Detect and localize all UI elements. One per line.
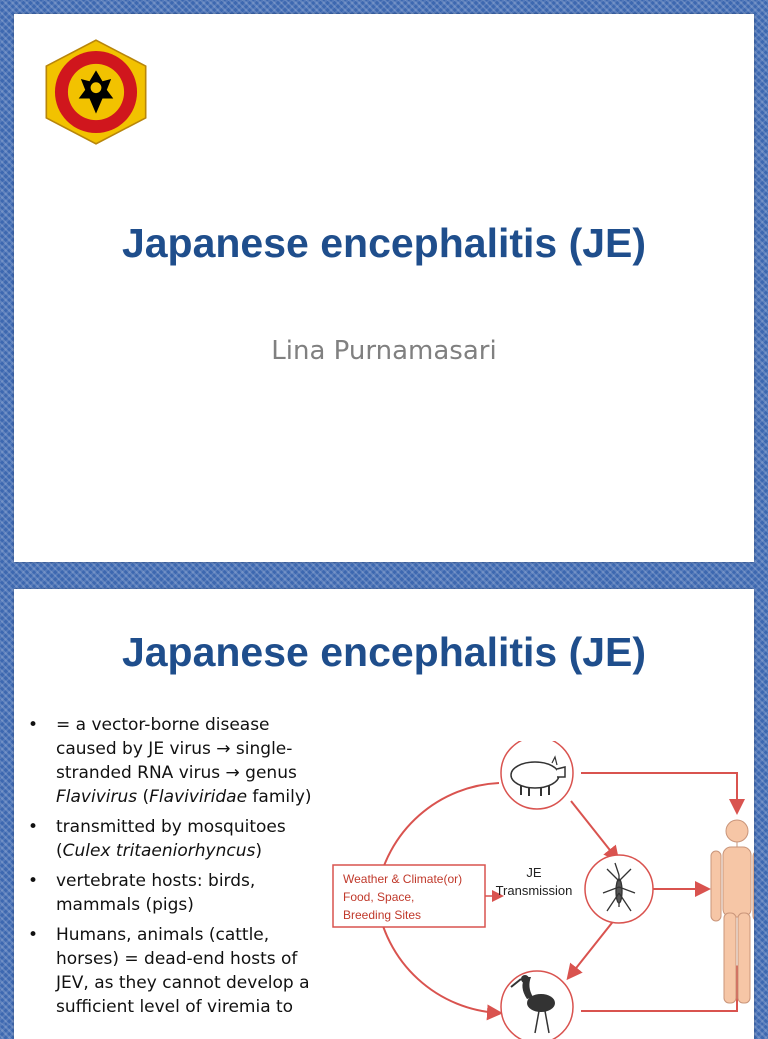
author-name: Lina Purnamasari [271, 336, 497, 366]
slide-title: Japanese encephalitis (JE) [121, 629, 647, 675]
bullet-text: family) [247, 787, 312, 807]
bullet-item [26, 815, 324, 863]
mosquito-bird-arrow [569, 919, 615, 977]
bullet-text: Flaviviridae [149, 787, 248, 807]
bullet-text: transmitted by mosquitoes ( [56, 817, 286, 861]
content-slide[interactable] [14, 589, 754, 1039]
center-label: Transmission [495, 883, 573, 898]
pig-to-mosquito-arrow [571, 801, 617, 859]
factors-line: Weather & Climate(or) [343, 872, 463, 886]
bird-to-human-arrow [581, 969, 737, 1011]
transmission-diagram [319, 741, 754, 1039]
bullet-text: ( [137, 787, 150, 807]
arrow-symbol: → [225, 763, 240, 783]
factors-line: Food, Space, [343, 890, 415, 904]
bullet-text: single-stranded RNA virus [56, 739, 293, 783]
bullet-text: Flavivirus [56, 787, 138, 807]
bullet-item [26, 869, 324, 917]
pig-to-human-arrow [581, 773, 737, 811]
human-icon [711, 820, 754, 1003]
title-slide[interactable] [14, 14, 754, 562]
bullet-text: vertebrate hosts: birds, mammals (pigs) [56, 871, 256, 915]
bullet-list [26, 713, 324, 1025]
bullet-text: = a vector-borne disease caused by JE virus [56, 715, 270, 759]
center-label: JE [526, 865, 542, 880]
factors-line: Breeding Sites [343, 908, 422, 922]
bullet-item [26, 923, 324, 1019]
slide-title: Japanese encephalitis (JE) [121, 220, 647, 266]
arrow-symbol: → [216, 739, 231, 759]
bullet-text: ) [255, 841, 262, 861]
bullet-text: Humans, animals (cattle, horses) = dead-end hosts of JEV, as they cannot develop a sufficient level of viremia to [56, 925, 310, 1017]
bullet-item [26, 713, 324, 809]
bullet-text: genus [239, 763, 297, 783]
bullet-text: Culex tritaeniorhyncus [62, 841, 256, 861]
university-logo [42, 38, 150, 146]
